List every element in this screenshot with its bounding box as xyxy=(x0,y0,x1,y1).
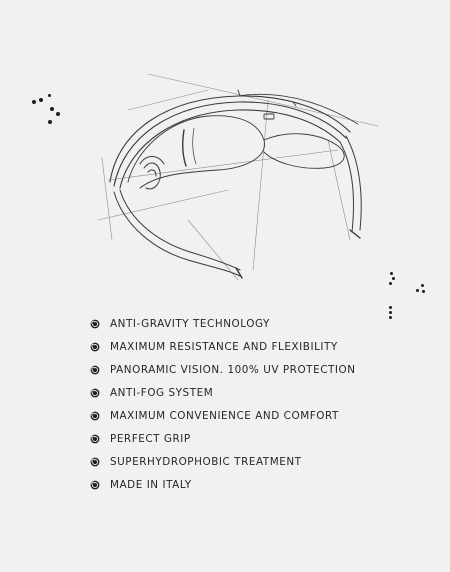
dot-cluster-top-left xyxy=(30,94,66,126)
feature-item xyxy=(90,404,356,427)
swirl-bullet-icon xyxy=(90,319,100,329)
dot-cluster-right-3 xyxy=(388,306,394,320)
feature-item xyxy=(90,473,356,496)
swirl-bullet-icon xyxy=(90,388,100,398)
feature-item xyxy=(90,335,356,358)
feature-label: ANTI-GRAVITY TECHNOLOGY xyxy=(110,317,270,330)
swirl-bullet-icon xyxy=(90,411,100,421)
dot-cluster-right-2 xyxy=(416,284,426,294)
swirl-bullet-icon xyxy=(90,480,100,490)
feature-item xyxy=(90,312,356,335)
feature-item xyxy=(90,358,356,381)
feature-label: PERFECT GRIP xyxy=(110,432,191,445)
sunglasses-sketch xyxy=(88,70,388,290)
sketch-temple-left xyxy=(114,190,242,278)
feature-list xyxy=(90,312,356,496)
feature-label: ANTI-FOG SYSTEM xyxy=(110,386,214,399)
feature-label: PANORAMIC VISION. 100% UV PROTECTION xyxy=(110,363,356,376)
feature-item xyxy=(90,427,356,450)
feature-label: MAXIMUM RESISTANCE AND FLEXIBILITY xyxy=(110,340,338,353)
feature-label: SUPERHYDROPHOBIC TREATMENT xyxy=(110,455,302,468)
feature-item xyxy=(90,450,356,473)
swirl-bullet-icon xyxy=(90,457,100,467)
sketch-construction-lines xyxy=(98,74,378,280)
sketch-frame-top xyxy=(110,94,358,188)
dot-cluster-right-1 xyxy=(388,272,398,286)
feature-item xyxy=(90,381,356,404)
swirl-bullet-icon xyxy=(90,342,100,352)
swirl-bullet-icon xyxy=(90,365,100,375)
feature-label: MAXIMUM CONVENIENCE AND COMFORT xyxy=(110,409,339,422)
sketch-nose-bridge xyxy=(140,157,164,189)
feature-label: MADE IN ITALY xyxy=(110,478,192,491)
swirl-bullet-icon xyxy=(90,434,100,444)
